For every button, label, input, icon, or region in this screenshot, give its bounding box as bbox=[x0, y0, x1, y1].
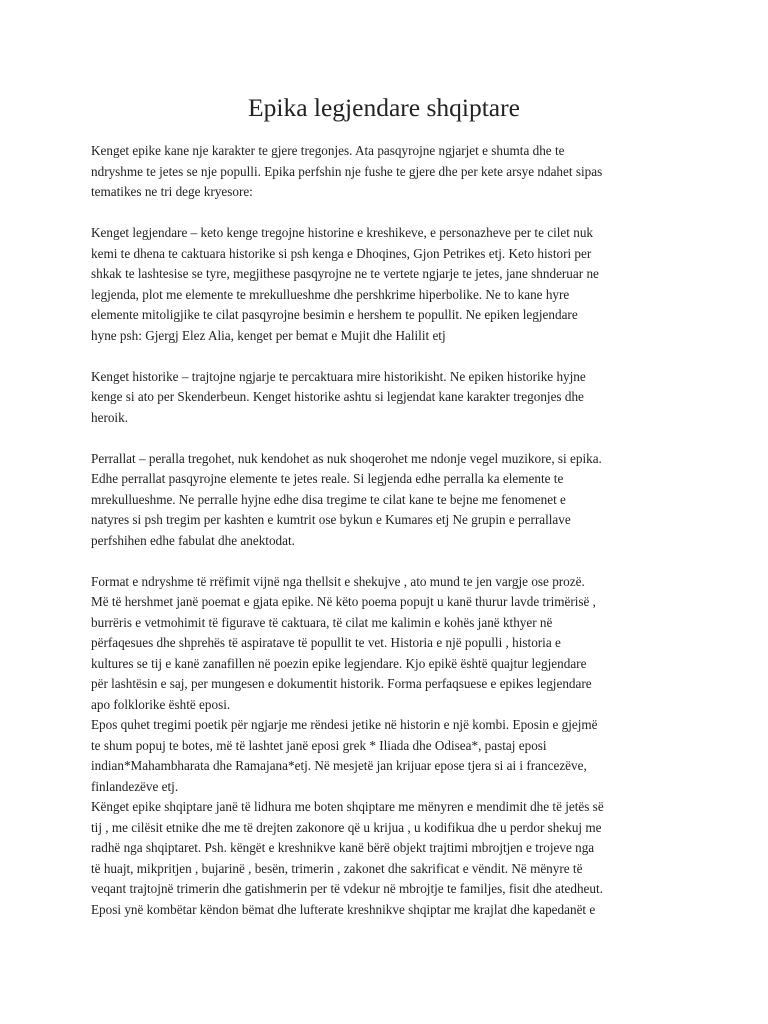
document-title: Epika legjendare shqiptare bbox=[248, 93, 520, 122]
text-line: Perrallat – peralla tregohet, nuk kendohet as nuk shoqerohet me ndonje vegel muzikore, si epika. bbox=[91, 450, 602, 466]
text-line: Kenget historike – trajtojne ngjarje te percaktuara mire historikisht. Ne epiken historike hyjne bbox=[91, 368, 586, 384]
text-line: kemi te dhena te caktuara historike si psh kenga e Dhoqines, Gjon Petrikes etj. Keto histori per bbox=[91, 245, 592, 261]
text-line: tij , me cilësit etnike dhe me të drejten zakonore që u krijua , u kodifikua dhe u perdor shekuj me bbox=[91, 819, 602, 835]
text-line: indian*Mahambharata dhe Ramajana*etj. Në mesjetë jan krijuar epose tjera si ai i francezëve, bbox=[91, 758, 587, 773]
text-line: Kenget legjendare – keto kenge tregojne historine e kreshikeve, e personazheve per te cilet nuk bbox=[91, 225, 594, 240]
text-line: te shum popuj te botes, më të lashtet janë eposi grek * Iliada dhe Odisea*, pastaj eposi bbox=[91, 737, 547, 753]
text-line: Format e ndryshme të rrëfimit vijnë nga thellsit e shekujve , ato mund te jen vargje ose prozë. bbox=[91, 573, 585, 589]
text-line: tematikes ne tri dege kryesore: bbox=[91, 184, 253, 199]
text-line: Epos quhet tregimi poetik për ngjarje me rëndesi jetike në historin e një kombi. Eposin e gjejmë bbox=[91, 717, 598, 732]
text-line: elemente mitoligjike te cilat pasqyrojne besimin e hershem te popullit. Ne epiken legjendare bbox=[91, 307, 578, 322]
text-line: radhë nga shqiptaret. Psh. këngët e kreshnikve kanë bërë objekt trajtimi mbrojtjen e trojeve nga bbox=[91, 840, 595, 855]
paragraph-historical-songs bbox=[91, 367, 691, 429]
text-line: perfshihen edhe fabulat dhe anektodat. bbox=[91, 532, 295, 548]
document-body bbox=[91, 141, 691, 920]
text-line: heroik. bbox=[91, 409, 128, 425]
paragraph-forms-and-epos bbox=[91, 572, 691, 921]
text-line: mrekullueshme. Ne perralle hyjne edhe disa tregime te cilat kane te bejne me fenomenet e bbox=[91, 491, 566, 507]
text-line: Eposi ynë kombëtar këndon bëmat dhe lufterate kreshnikve shqiptar me krajlat dhe kapedanët e bbox=[91, 901, 596, 917]
text-line: finlandezëve etj. bbox=[91, 778, 179, 794]
text-line: kenge si ato per Skenderbeun. Kenget historike ashtu si legjendat kane karakter tregonjes dhe bbox=[91, 389, 584, 404]
text-line: ndryshme te jetes se nje populli. Epika perfshin nje fushe te gjere dhe per kete arsye ndahet sipas bbox=[91, 163, 603, 179]
text-line: të huajt, mikpritjen , bujarinë , besën, trimerin , zakonet dhe sakrificat e vëndit. Në mënyre të bbox=[91, 860, 583, 876]
text-line: legjenda, plot me elemente te mrekullueshme dhe pershkrime hiperbolike. Ne to kane hyre bbox=[91, 286, 570, 302]
text-line: Kënget epike shqiptare janë të lidhura me boten shqiptare me mënyren e mendimit dhe të jetës së bbox=[91, 799, 604, 814]
text-line: Edhe perrallat pasqyrojne elemente te jetes reale. Si legjenda edhe perralla ka elemente te bbox=[91, 471, 564, 486]
text-line: shkak te lashtesise se tyre, megjithese pasqyrojne ne te vertete ngjarje te jetes, jane shnderuar ne bbox=[91, 266, 599, 281]
text-line: përfaqesues dhe shprehës të aspiratave të popullit te vet. Historia e një populli , historia e bbox=[91, 635, 561, 650]
paragraph-legendary-songs bbox=[91, 223, 691, 346]
text-line: natyres si psh tregim per kashten e kumtrit ose bykun e Kumares etj Ne grupin e perrallave bbox=[91, 512, 571, 527]
text-line: apo folklorike është eposi. bbox=[91, 696, 231, 712]
text-line: për lashtësin e saj, per mungesen e dokumentit historik. Forma perfaqsuese e epikes legjendare bbox=[91, 676, 592, 691]
text-line: veqant trajtojnë trimerin dhe gatishmerin per të vdekur në mbrojtje te familjes, fisit dhe atedheut. bbox=[91, 881, 603, 896]
text-line: hyne psh: Gjergj Elez Alia, kenget per bemat e Mujit dhe Halilit etj bbox=[91, 327, 446, 343]
text-line: Kenget epike kane nje karakter te gjere tregonjes. Ata pasqyrojne ngjarjet e shumta dhe te bbox=[91, 143, 565, 158]
paragraph-fairy-tales bbox=[91, 449, 691, 552]
paragraph-intro bbox=[91, 141, 691, 203]
text-line: Më të hershmet janë poemat e gjata epike. Në këto poema popujt u kanë thurur lavde trimërisë , bbox=[91, 594, 596, 609]
text-line: burrëris e vetmohimit të figurave të caktuara, të cilat me kalimin e kohës janë kthyer në bbox=[91, 614, 553, 630]
text-line: kultures se tij e kanë zanafillen në poezin epike legjendare. Kjo epikë është quajtur legjendare bbox=[91, 655, 587, 671]
